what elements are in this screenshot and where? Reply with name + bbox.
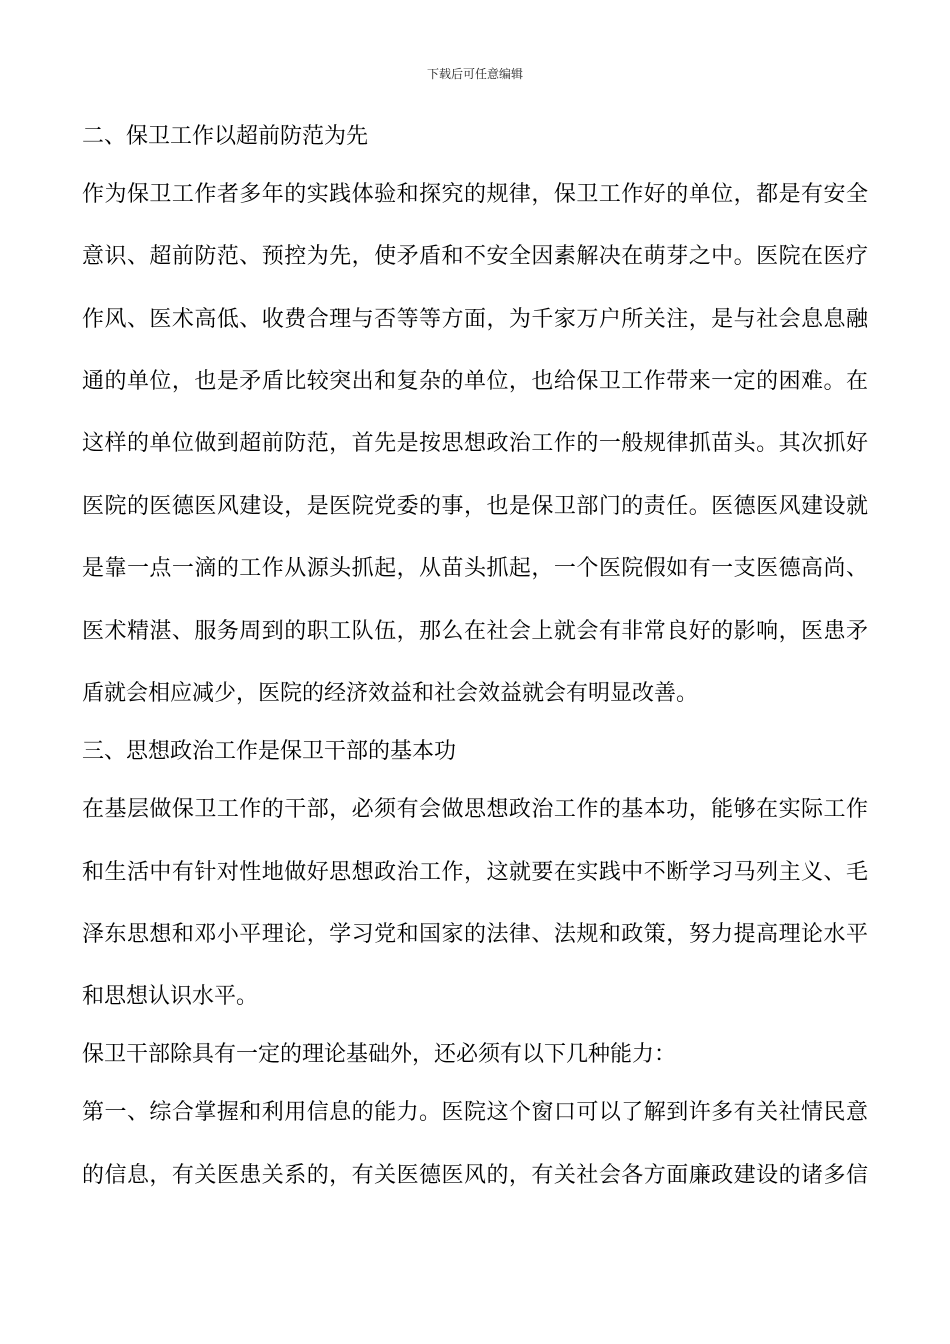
- paragraph-line: 医院的医德医风建设，是医院党委的事，也是保卫部门的责任。医德医风建设就: [82, 494, 868, 519]
- paragraph-line: 第一、综合掌握和利用信息的能力。医院这个窗口可以了解到许多有关社情民意: [82, 1100, 868, 1125]
- paragraph-line: 和思想认识水平。: [82, 984, 259, 1009]
- paragraph-line: 盾就会相应减少，医院的经济效益和社会效益就会有明显改善。: [82, 681, 699, 706]
- paragraph-line: 作风、医术高低、收费合理与否等等方面，为千家万户所关注，是与社会息息融: [82, 307, 868, 332]
- paragraph-line: 意识、超前防范、预控为先，使矛盾和不安全因素解决在萌芽之中。医院在医疗: [82, 244, 868, 269]
- paragraph-line: 保卫干部除具有一定的理论基础外，还必须有以下几种能力：: [82, 1042, 677, 1067]
- section-heading-2: 二、保卫工作以超前防范为先: [82, 124, 369, 149]
- paragraph-line: 的信息，有关医患关系的，有关医德医风的，有关社会各方面廉政建设的诸多信: [82, 1163, 868, 1188]
- paragraph-line: 是靠一点一滴的工作从源头抓起，从苗头抓起，一个医院假如有一支医德高尚、: [82, 556, 868, 581]
- header-note: 下载后可任意编辑: [426, 67, 523, 81]
- paragraph-line: 这样的单位做到超前防范，首先是按思想政治工作的一般规律抓苗头。其次抓好: [82, 431, 868, 456]
- paragraph-line: 和生活中有针对性地做好思想政治工作，这就要在实践中不断学习马列主义、毛: [82, 860, 868, 885]
- paragraph-line: 在基层做保卫工作的干部，必须有会做思想政治工作的基本功，能够在实际工作: [82, 797, 868, 822]
- section-heading-3: 三、思想政治工作是保卫干部的基本功: [82, 739, 457, 764]
- paragraph-line: 医术精湛、服务周到的职工队伍，那么在社会上就会有非常良好的影响，医患矛: [82, 619, 868, 644]
- paragraph-line: 作为保卫工作者多年的实践体验和探究的规律，保卫工作好的单位，都是有安全: [82, 182, 868, 207]
- paragraph-line: 泽东思想和邓小平理论，学习党和国家的法律、法规和政策，努力提高理论水平: [82, 922, 868, 947]
- paragraph-line: 通的单位，也是矛盾比较突出和复杂的单位，也给保卫工作带来一定的困难。在: [82, 369, 868, 394]
